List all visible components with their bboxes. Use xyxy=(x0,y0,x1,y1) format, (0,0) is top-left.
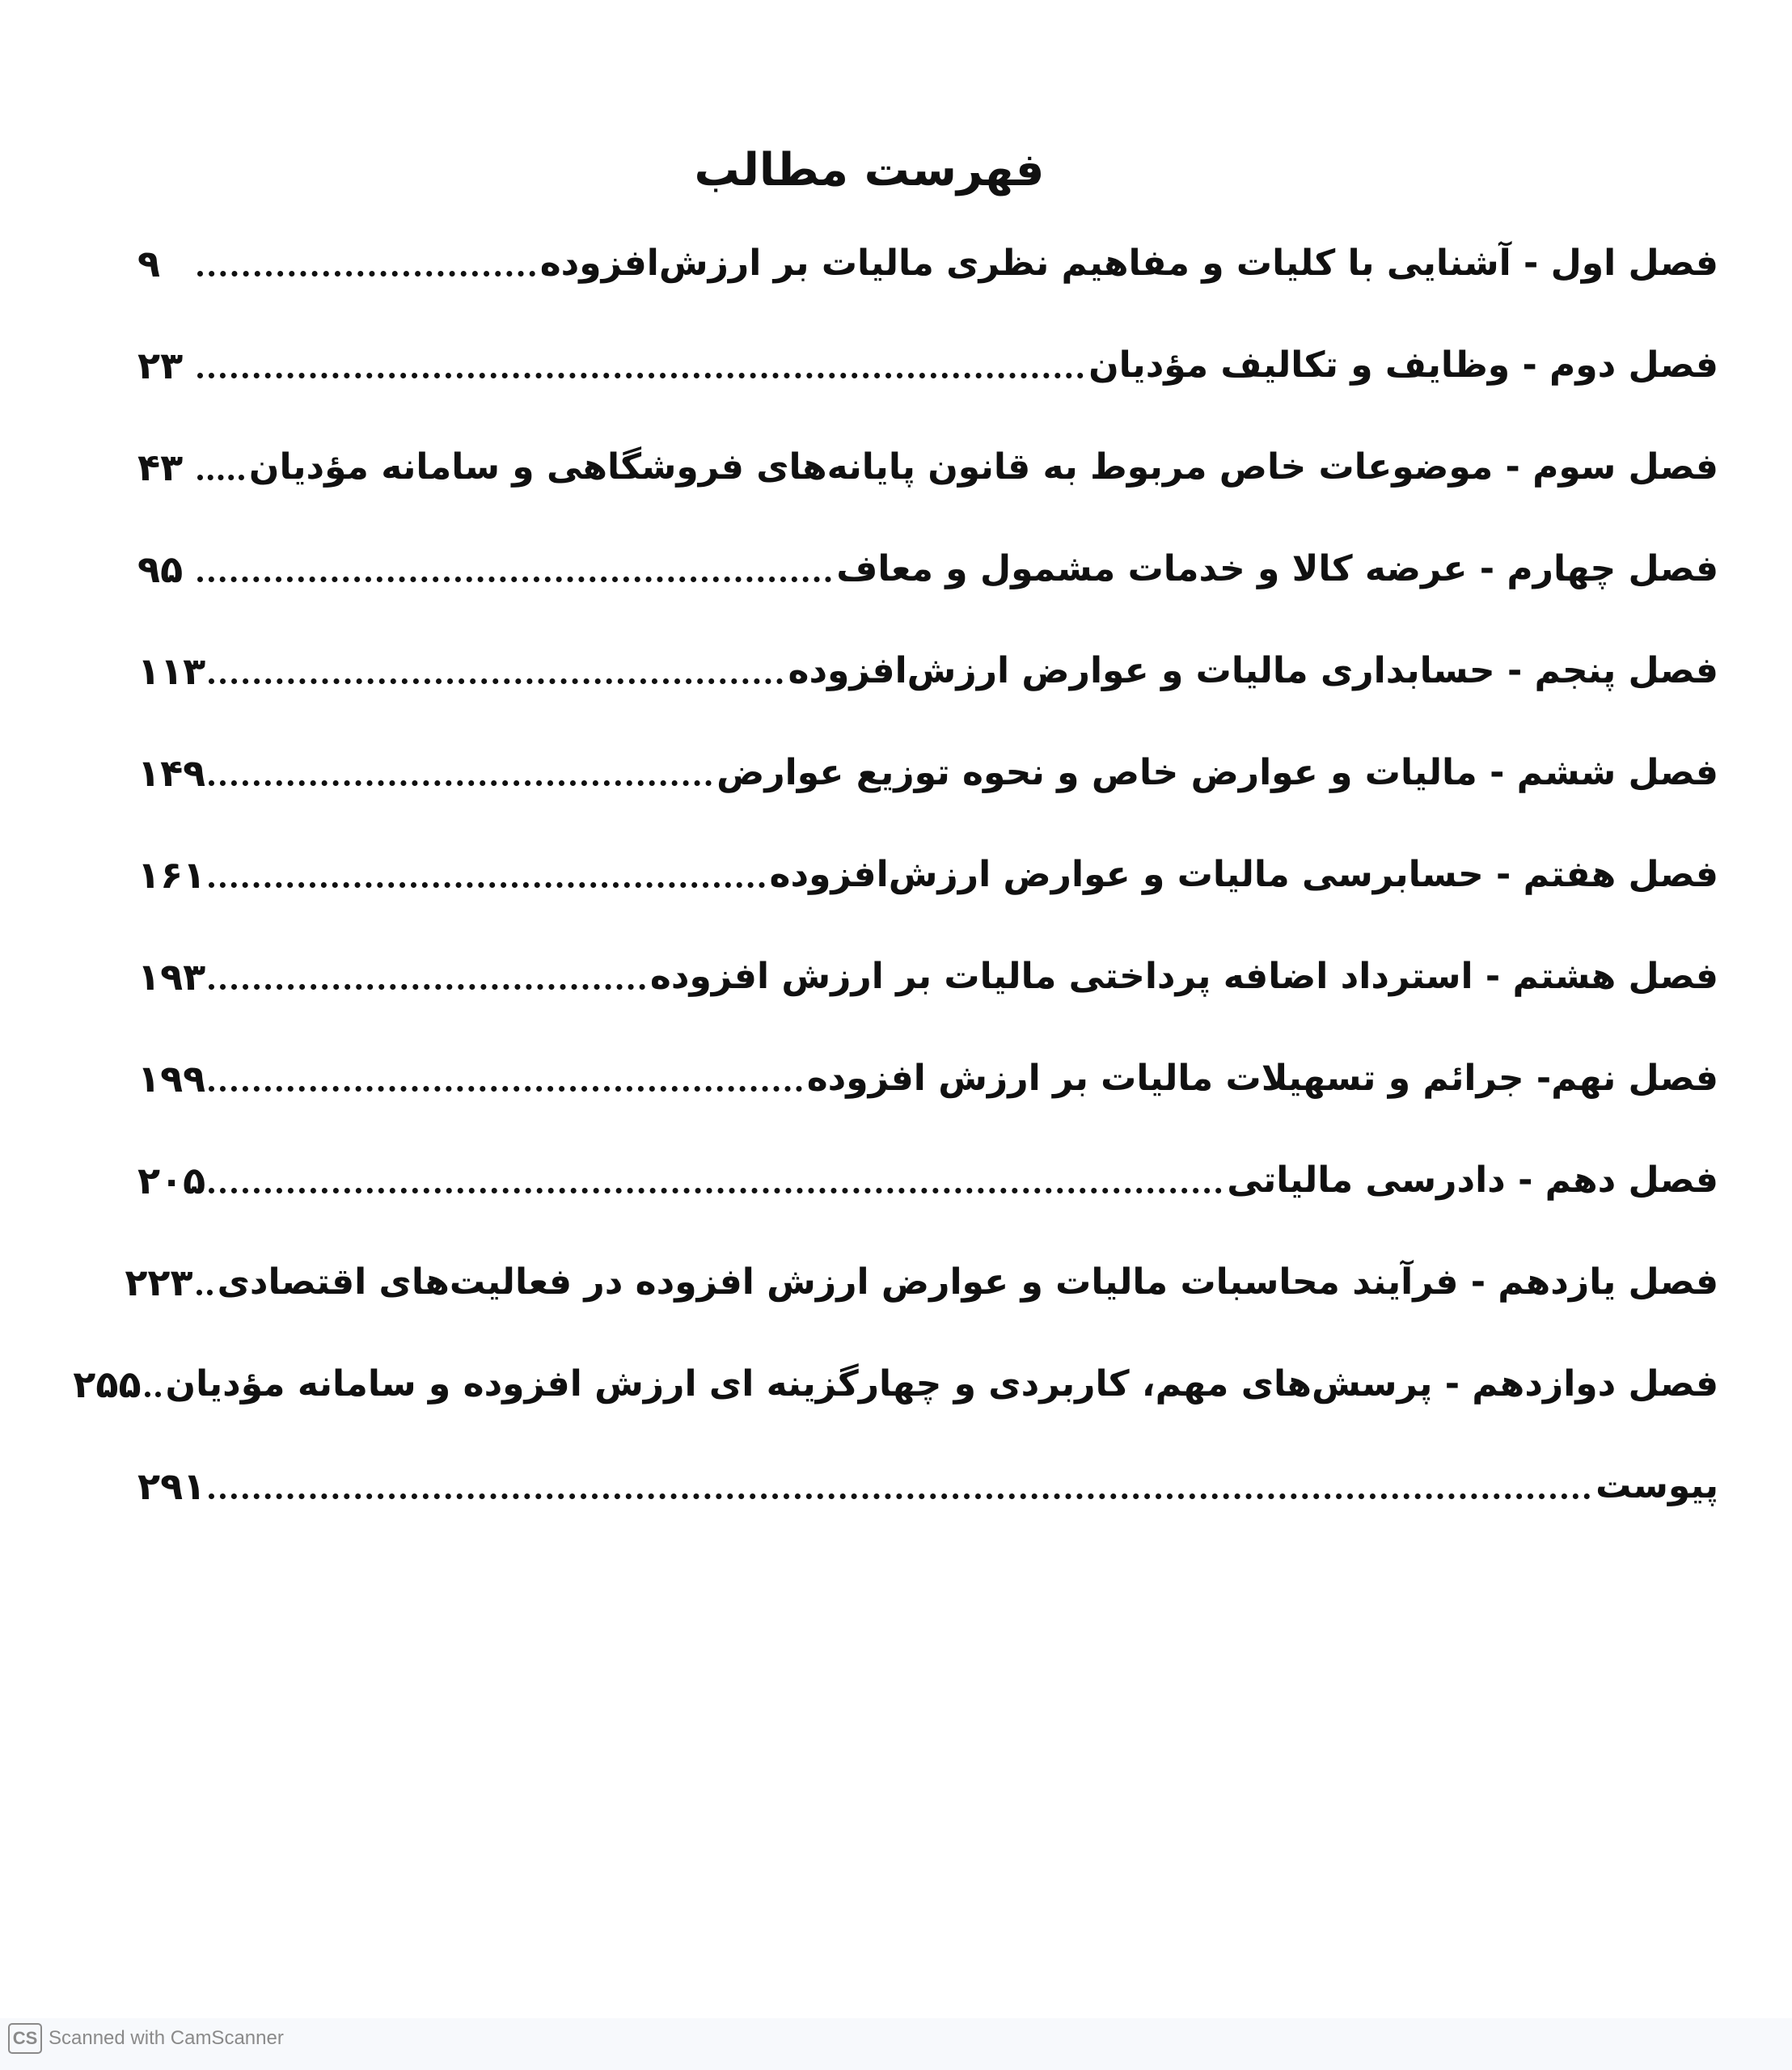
toc-entry xyxy=(137,940,1718,1001)
toc-entry-page: ۱۶۱ xyxy=(137,853,206,897)
toc-entry xyxy=(137,1041,1718,1103)
toc-entry xyxy=(137,430,1718,492)
toc-entry xyxy=(137,226,1718,288)
dot-leader xyxy=(197,577,831,582)
toc-entry xyxy=(137,1143,1718,1205)
toc-entry-title: فصل دهم - دادرسی مالیاتی xyxy=(1227,1160,1718,1201)
toc-entry xyxy=(125,1245,1718,1307)
toc-entry-title: فصل سوم - موضوعات خاص مربوط به قانون پایانه‌های فروشگاهی و سامانه مؤدیان xyxy=(248,446,1718,488)
toc-entry-title: فصل یازدهم - فرآیند محاسبات مالیات و عوارض ارزش افزوده در فعالیت‌های اقتصادی xyxy=(217,1261,1718,1303)
toc-entry-page: ۲۲۳ xyxy=(125,1261,193,1304)
toc-entry-page: ۲۵۵ xyxy=(73,1362,142,1406)
toc-entry-title: فصل هفتم - حسابرسی مالیات و عوارض ارزش‌افزوده xyxy=(769,854,1718,895)
toc-entry-page: ۹۵ xyxy=(137,547,184,591)
toc-entry xyxy=(137,736,1718,797)
toc-entry-page: ۹ xyxy=(137,242,161,285)
toc-entry-title: فصل اول - آشنایی با کلیات و مفاهیم نظری مالیات بر ارزش‌افزوده xyxy=(539,243,1718,284)
dot-leader xyxy=(197,475,244,480)
toc-entry xyxy=(137,634,1718,695)
toc-entry xyxy=(137,532,1718,594)
dot-leader xyxy=(145,1392,161,1397)
toc-entry-title: فصل چهارم - عرضه کالا و خدمات مشمول و معاف xyxy=(836,548,1718,589)
camscanner-logo-icon: CS xyxy=(8,2023,42,2054)
page-title: فهرست مطالب xyxy=(694,144,1045,196)
dot-leader xyxy=(209,882,764,888)
toc-entry-page: ۱۱۳ xyxy=(137,649,206,693)
dot-leader xyxy=(209,678,783,684)
toc-entry-title: فصل دوازدهم - پرسش‌های مهم، کاربردی و چهارگزینه ای ارزش افزوده و سامانه مؤدیان xyxy=(165,1363,1718,1405)
toc-entry xyxy=(137,328,1718,390)
dot-leader xyxy=(197,373,1084,378)
dot-leader xyxy=(197,1290,213,1295)
table-of-contents xyxy=(73,226,1718,1551)
toc-entry-title: فصل ششم - مالیات و عوارض خاص و نحوه توزیع عوارض xyxy=(716,752,1718,793)
dot-leader xyxy=(209,780,712,786)
toc-entry-title: پیوست xyxy=(1595,1465,1718,1506)
toc-entry-title: فصل دوم - وظایف و تکالیف مؤدیان xyxy=(1088,344,1718,386)
toc-entry-page: ۲۰۵ xyxy=(137,1159,206,1202)
toc-entry-page: ۱۴۹ xyxy=(137,751,206,795)
toc-entry-page: ۲۹۱ xyxy=(137,1464,206,1508)
toc-entry-page: ۲۳ xyxy=(137,344,184,387)
toc-entry-title: فصل پنجم - حسابداری مالیات و عوارض ارزش‌افزوده xyxy=(788,650,1718,691)
toc-entry-title: فصل نهم- جرائم و تسهیلات مالیات بر ارزش افزوده xyxy=(806,1058,1718,1099)
toc-entry-page: ۴۳ xyxy=(137,446,184,489)
dot-leader xyxy=(197,271,535,277)
dot-leader xyxy=(209,1086,801,1092)
dot-leader xyxy=(209,1188,1222,1193)
toc-entry xyxy=(73,1347,1718,1409)
scanner-watermark xyxy=(8,2023,284,2054)
toc-entry-page: ۱۹۹ xyxy=(137,1057,206,1100)
toc-entry-page: ۱۹۳ xyxy=(137,955,206,999)
toc-entry-title: فصل هشتم - استرداد اضافه پرداختی مالیات بر ارزش افزوده xyxy=(649,956,1718,997)
toc-entry xyxy=(137,1449,1718,1510)
dot-leader xyxy=(209,984,645,990)
dot-leader xyxy=(209,1493,1591,1499)
scanner-watermark-text: Scanned with CamScanner xyxy=(49,2027,284,2049)
toc-entry xyxy=(137,838,1718,899)
